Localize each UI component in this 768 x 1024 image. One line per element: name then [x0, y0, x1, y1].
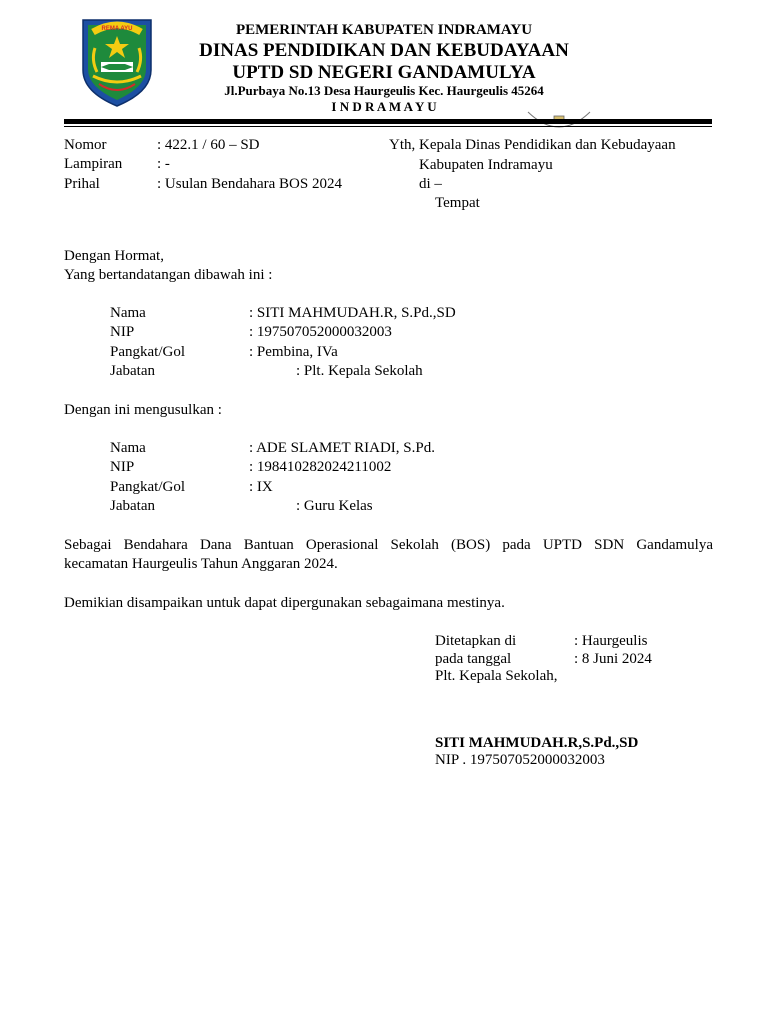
signer-position-label: Jabatan [110, 363, 155, 379]
letterhead-rule-thin [64, 126, 712, 127]
signer-role: Plt. Kepala Sekolah, [435, 668, 558, 684]
candidate-rank-value: : IX [249, 479, 273, 495]
intro-text: Yang bertandatangan dibawah ini : [64, 267, 273, 283]
recipient-line2: Kabupaten Indramayu [419, 157, 553, 173]
signer-nip-value: : 197507052000032003 [249, 324, 392, 340]
letterhead-city: I N D R A M A Y U [331, 99, 437, 114]
paragraph-line1: Sebagai Bendahara Dana Bantuan Operasional Sekolah (BOS) pada UPTD SDN Gandamulya [64, 537, 713, 553]
date-label: pada tanggal [435, 651, 512, 667]
signer-name-value: : SITI MAHMUDAH.R, S.Pd.,SD [249, 305, 456, 321]
candidate-nip-label: NIP [110, 459, 135, 475]
recipient-line3: di – [419, 176, 442, 192]
place-value: : Haurgeulis [574, 633, 648, 649]
recipient-line4: Tempat [435, 195, 480, 211]
letterhead-department: DINAS PENDIDIKAN DAN KEBUDAYAAN [199, 40, 569, 61]
date-value: : 8 Juni 2024 [574, 651, 652, 667]
prihal-label: Prihal [64, 176, 100, 192]
paragraph-line2: kecamatan Haurgeulis Tahun Anggaran 2024. [64, 556, 338, 572]
prihal-value: : Usulan Bendahara BOS 2024 [157, 176, 342, 192]
candidate-nip-value: : 198410282024211002 [249, 459, 392, 475]
signer-position-value: : Plt. Kepala Sekolah [296, 363, 423, 379]
closing-text: Demikian disampaikan untuk dapat dipergunakan sebagaimana mestinya. [64, 595, 505, 611]
lampiran-label: Lampiran [64, 156, 123, 172]
nomor-value: : 422.1 / 60 – SD [157, 137, 260, 153]
letterhead-address: Jl.Purbaya No.13 Desa Haurgeulis Kec. Haurgeulis 45264 [224, 83, 544, 98]
signer-name: SITI MAHMUDAH.R,S.Pd.,SD [435, 735, 639, 751]
candidate-position-value: : Guru Kelas [296, 498, 373, 514]
signer-rank-label: Pangkat/Gol [110, 344, 185, 360]
lampiran-value: : - [157, 156, 170, 172]
candidate-name-value: : ADE SLAMET RIADI, S.Pd. [249, 440, 435, 456]
logo-motto: REMA AYU [101, 26, 133, 32]
recipient-line1: Yth, Kepala Dinas Pendidikan dan Kebudayaan [389, 137, 676, 153]
candidate-position-label: Jabatan [110, 498, 155, 514]
letterhead-government: PEMERINTAH KABUPATEN INDRAMAYU [235, 22, 533, 38]
nomor-label: Nomor [64, 137, 107, 153]
signer-rank-value: : Pembina, IVa [249, 344, 338, 360]
signer-nip: NIP . 197507052000032003 [435, 752, 605, 768]
signer-name-label: Nama [110, 305, 146, 321]
propose-text: Dengan ini mengusulkan : [64, 402, 222, 418]
candidate-name-label: Nama [110, 440, 146, 456]
signer-nip-label: NIP [110, 324, 135, 340]
letterhead-rule-thick [64, 119, 712, 124]
candidate-rank-label: Pangkat/Gol [110, 479, 185, 495]
letterhead-school: UPTD SD NEGERI GANDAMULYA [232, 62, 536, 83]
place-label: Ditetapkan di [435, 633, 517, 649]
greeting: Dengan Hormat, [64, 248, 164, 264]
